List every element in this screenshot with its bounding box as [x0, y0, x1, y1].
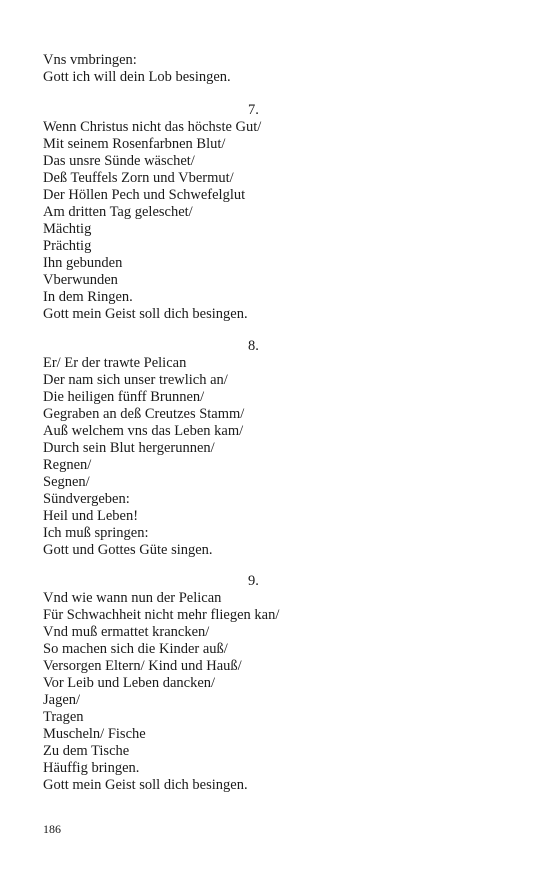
- verse-line: Mächtig: [43, 221, 92, 237]
- verse-line: Ich muß springen:: [43, 525, 149, 541]
- verse-line: Tragen: [43, 709, 84, 725]
- verse-line: Am dritten Tag geleschet/: [43, 204, 193, 220]
- verse-line: Wenn Christus nicht das höchste Gut/: [43, 119, 262, 135]
- verse-line: Mit seinem Rosenfarbnen Blut/: [43, 136, 226, 152]
- verse-line: Häuffig bringen.: [43, 760, 140, 776]
- verse-line: Regnen/: [43, 457, 92, 473]
- verse-line: Jagen/: [43, 692, 81, 708]
- stanza-number: 9.: [248, 573, 259, 589]
- verse-line: Der Höllen Pech und Schwefelglut: [43, 187, 246, 203]
- page-number: 186: [43, 822, 61, 836]
- stanza-8: [43, 355, 513, 559]
- verse-line: Gott mein Geist soll dich besingen.: [43, 777, 248, 793]
- verse-line: Ihn gebunden: [43, 255, 123, 271]
- verse-line: Vberwunden: [43, 272, 118, 288]
- verse-line: Auß welchem vns das Leben kam/: [43, 423, 244, 439]
- verse-line: In dem Ringen.: [43, 289, 133, 305]
- verse-line: Der nam sich unser trewlich an/: [43, 372, 228, 388]
- verse-line: Muscheln/ Fische: [43, 726, 146, 742]
- verse-line: Das unsre Sünde wäschet/: [43, 153, 195, 169]
- stanza-7: [43, 119, 513, 323]
- verse-line: Gegraben an deß Creutzes Stamm/: [43, 406, 245, 422]
- verse-line: Vns vmbringen:: [43, 52, 137, 68]
- verse-line: Gott und Gottes Güte singen.: [43, 542, 213, 558]
- verse-line: Vor Leib und Leben dancken/: [43, 675, 216, 691]
- verse-line: Versorgen Eltern/ Kind und Hauß/: [43, 658, 242, 674]
- stanza-number: 7.: [248, 102, 259, 118]
- verse-line: Sündvergeben:: [43, 491, 130, 507]
- verse-line: Durch sein Blut hergerunnen/: [43, 440, 215, 456]
- verse-line: Zu dem Tische: [43, 743, 130, 759]
- verse-line: So machen sich die Kinder auß/: [43, 641, 228, 657]
- stanza-number: 8.: [248, 338, 259, 354]
- verse-line: Für Schwachheit nicht mehr fliegen kan/: [43, 607, 280, 623]
- verse-line: Deß Teuffels Zorn und Vbermut/: [43, 170, 234, 186]
- verse-line: Gott mein Geist soll dich besingen.: [43, 306, 248, 322]
- verse-line: Die heiligen fünff Brunnen/: [43, 389, 205, 405]
- verse-line: Vnd muß ermattet krancken/: [43, 624, 210, 640]
- verse-line: Vnd wie wann nun der Pelican: [43, 590, 222, 606]
- verse-line: Prächtig: [43, 238, 92, 254]
- verse-line: Segnen/: [43, 474, 90, 490]
- verse-line: Heil und Leben!: [43, 508, 139, 524]
- verse-line: Gott ich will dein Lob besingen.: [43, 69, 231, 85]
- verse-line: Er/ Er der trawte Pelican: [43, 355, 187, 371]
- continuation-lines: [43, 52, 513, 86]
- stanza-9: [43, 590, 513, 794]
